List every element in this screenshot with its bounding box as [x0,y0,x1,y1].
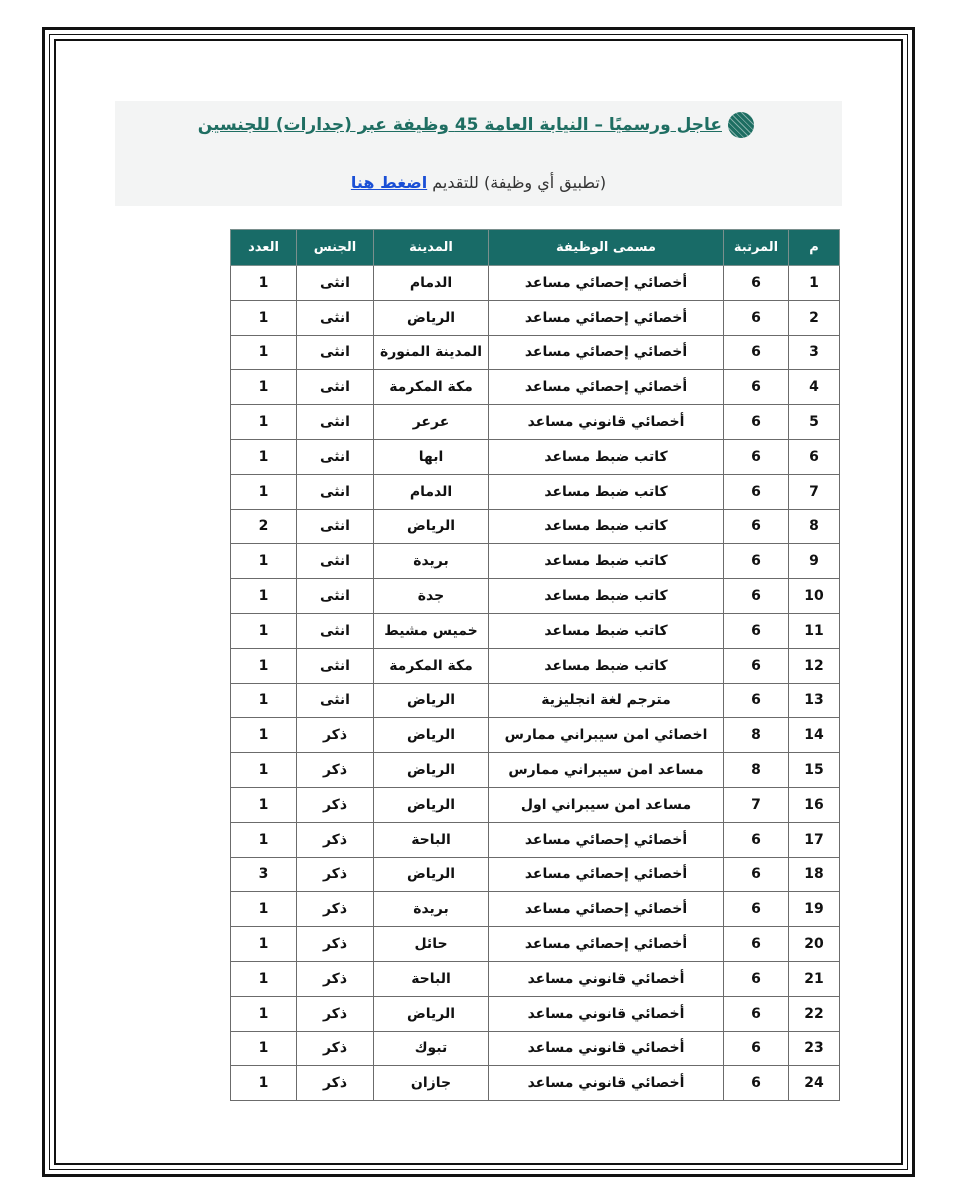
table-row [231,544,840,579]
cell-count: 1 [231,579,297,614]
cell-job-title: أخصائي قانوني مساعد [489,961,724,996]
cell-city: الرياض [374,718,489,753]
cell-count: 1 [231,439,297,474]
globe-bullet-icon [728,112,754,138]
cell-number: 21 [789,961,840,996]
cell-city: الرياض [374,509,489,544]
cell-rank: 6 [724,822,789,857]
table-row [231,579,840,614]
cell-count: 1 [231,335,297,370]
announcement-header [115,101,842,206]
cell-count: 1 [231,474,297,509]
table-row [231,405,840,440]
cell-job-title: اخصائي امن سيبراني ممارس [489,718,724,753]
table-row [231,857,840,892]
cell-gender: انثى [297,405,374,440]
cell-count: 1 [231,544,297,579]
cell-number: 14 [789,718,840,753]
cell-job-title: مساعد امن سيبراني اول [489,787,724,822]
cell-city: الرياض [374,857,489,892]
cell-job-title: كاتب ضبط مساعد [489,509,724,544]
cell-job-title: أخصائي إحصائي مساعد [489,927,724,962]
cell-city: مكة المكرمة [374,648,489,683]
table-row [231,474,840,509]
table-row [231,718,840,753]
cell-job-title: كاتب ضبط مساعد [489,579,724,614]
table-row [231,822,840,857]
cell-number: 12 [789,648,840,683]
cell-number: 22 [789,996,840,1031]
cell-rank: 6 [724,335,789,370]
col-header-rank: المرتبة [724,230,789,266]
cell-gender: انثى [297,579,374,614]
cell-number: 6 [789,439,840,474]
cell-rank: 6 [724,439,789,474]
cell-city: المدينة المنورة [374,335,489,370]
cell-job-title: أخصائي إحصائي مساعد [489,892,724,927]
cell-count: 1 [231,753,297,788]
headline-link[interactable]: عاجل ورسميًا – النيابة العامة 45 وظيفة عبر (جدارات) للجنسين [197,115,722,135]
cell-number: 1 [789,266,840,301]
cell-city: الرياض [374,683,489,718]
cell-gender: ذكر [297,961,374,996]
cell-job-title: كاتب ضبط مساعد [489,613,724,648]
apply-here-link[interactable]: اضغط هنا [350,173,428,192]
cell-count: 1 [231,1031,297,1066]
cell-city: الباحة [374,961,489,996]
cell-number: 17 [789,822,840,857]
table-row [231,439,840,474]
apply-line [115,173,842,192]
cell-number: 24 [789,1066,840,1101]
cell-city: الرياض [374,996,489,1031]
cell-job-title: كاتب ضبط مساعد [489,439,724,474]
cell-rank: 6 [724,648,789,683]
jobs-table-body [231,266,840,1101]
cell-rank: 6 [724,300,789,335]
cell-rank: 6 [724,509,789,544]
cell-gender: ذكر [297,996,374,1031]
cell-number: 16 [789,787,840,822]
cell-rank: 6 [724,474,789,509]
cell-count: 1 [231,683,297,718]
table-row [231,1066,840,1101]
table-row [231,683,840,718]
col-header-number: م [789,230,840,266]
table-row [231,1031,840,1066]
table-row [231,996,840,1031]
cell-gender: انثى [297,266,374,301]
table-row [231,300,840,335]
cell-city: مكة المكرمة [374,370,489,405]
cell-job-title: أخصائي قانوني مساعد [489,405,724,440]
cell-number: 11 [789,613,840,648]
cell-gender: انثى [297,648,374,683]
table-row [231,961,840,996]
cell-job-title: مساعد امن سيبراني ممارس [489,753,724,788]
cell-city: الدمام [374,266,489,301]
cell-gender: ذكر [297,787,374,822]
cell-city: الدمام [374,474,489,509]
cell-gender: انثى [297,474,374,509]
cell-rank: 6 [724,370,789,405]
cell-count: 1 [231,927,297,962]
cell-count: 3 [231,857,297,892]
cell-gender: ذكر [297,718,374,753]
cell-number: 8 [789,509,840,544]
table-row [231,787,840,822]
cell-job-title: كاتب ضبط مساعد [489,544,724,579]
cell-count: 2 [231,509,297,544]
cell-count: 1 [231,266,297,301]
cell-rank: 6 [724,613,789,648]
cell-city: ابها [374,439,489,474]
cell-gender: ذكر [297,892,374,927]
cell-job-title: أخصائي إحصائي مساعد [489,266,724,301]
cell-city: حائل [374,927,489,962]
col-header-gender: الجنس [297,230,374,266]
cell-count: 1 [231,648,297,683]
table-row [231,370,840,405]
cell-number: 20 [789,927,840,962]
table-row [231,613,840,648]
cell-rank: 6 [724,579,789,614]
cell-rank: 6 [724,1031,789,1066]
table-row [231,335,840,370]
cell-number: 23 [789,1031,840,1066]
cell-gender: انثى [297,370,374,405]
cell-city: عرعر [374,405,489,440]
cell-job-title: أخصائي إحصائي مساعد [489,300,724,335]
cell-count: 1 [231,613,297,648]
col-header-count: العدد [231,230,297,266]
cell-job-title: أخصائي قانوني مساعد [489,996,724,1031]
cell-count: 1 [231,961,297,996]
cell-count: 1 [231,1066,297,1101]
cell-rank: 6 [724,266,789,301]
cell-number: 7 [789,474,840,509]
cell-count: 1 [231,370,297,405]
cell-rank: 7 [724,787,789,822]
cell-job-title: أخصائي إحصائي مساعد [489,335,724,370]
cell-job-title: أخصائي قانوني مساعد [489,1031,724,1066]
cell-city: جازان [374,1066,489,1101]
cell-job-title: أخصائي قانوني مساعد [489,1066,724,1101]
cell-number: 2 [789,300,840,335]
cell-gender: انثى [297,613,374,648]
cell-gender: ذكر [297,857,374,892]
cell-number: 9 [789,544,840,579]
table-header-row [231,230,840,266]
cell-count: 1 [231,718,297,753]
cell-rank: 6 [724,892,789,927]
cell-number: 18 [789,857,840,892]
cell-count: 1 [231,822,297,857]
cell-number: 19 [789,892,840,927]
cell-gender: ذكر [297,1031,374,1066]
cell-gender: ذكر [297,1066,374,1101]
cell-rank: 6 [724,857,789,892]
table-row [231,753,840,788]
col-header-city: المدينة [374,230,489,266]
headline-row [198,109,754,141]
cell-gender: ذكر [297,822,374,857]
cell-rank: 6 [724,1066,789,1101]
cell-number: 5 [789,405,840,440]
apply-text: (تطبيق أي وظيفة) للتقديم [427,173,607,192]
cell-number: 4 [789,370,840,405]
cell-count: 1 [231,996,297,1031]
col-header-job-title: مسمى الوظيفة [489,230,724,266]
cell-gender: انثى [297,335,374,370]
cell-rank: 6 [724,544,789,579]
cell-gender: انثى [297,439,374,474]
cell-gender: انثى [297,300,374,335]
cell-gender: انثى [297,683,374,718]
cell-city: الرياض [374,753,489,788]
cell-job-title: أخصائي إحصائي مساعد [489,370,724,405]
cell-city: جدة [374,579,489,614]
table-row [231,509,840,544]
jobs-table [230,229,840,1101]
cell-count: 1 [231,787,297,822]
cell-rank: 6 [724,996,789,1031]
cell-job-title: أخصائي إحصائي مساعد [489,857,724,892]
cell-city: تبوك [374,1031,489,1066]
cell-count: 1 [231,300,297,335]
cell-job-title: أخصائي إحصائي مساعد [489,822,724,857]
table-row [231,266,840,301]
cell-count: 1 [231,892,297,927]
cell-number: 3 [789,335,840,370]
cell-rank: 6 [724,927,789,962]
cell-city: بريدة [374,544,489,579]
cell-job-title: مترجم لغة انجليزية [489,683,724,718]
cell-gender: ذكر [297,753,374,788]
cell-city: الرياض [374,787,489,822]
table-row [231,927,840,962]
cell-number: 13 [789,683,840,718]
cell-city: الباحة [374,822,489,857]
cell-number: 15 [789,753,840,788]
cell-rank: 6 [724,405,789,440]
table-row [231,648,840,683]
cell-rank: 8 [724,718,789,753]
cell-gender: انثى [297,544,374,579]
cell-gender: انثى [297,509,374,544]
table-row [231,892,840,927]
cell-rank: 8 [724,753,789,788]
cell-gender: ذكر [297,927,374,962]
cell-job-title: كاتب ضبط مساعد [489,474,724,509]
cell-city: خميس مشيط [374,613,489,648]
cell-number: 10 [789,579,840,614]
cell-rank: 6 [724,961,789,996]
cell-count: 1 [231,405,297,440]
cell-city: الرياض [374,300,489,335]
cell-job-title: كاتب ضبط مساعد [489,648,724,683]
cell-city: بريدة [374,892,489,927]
cell-rank: 6 [724,683,789,718]
